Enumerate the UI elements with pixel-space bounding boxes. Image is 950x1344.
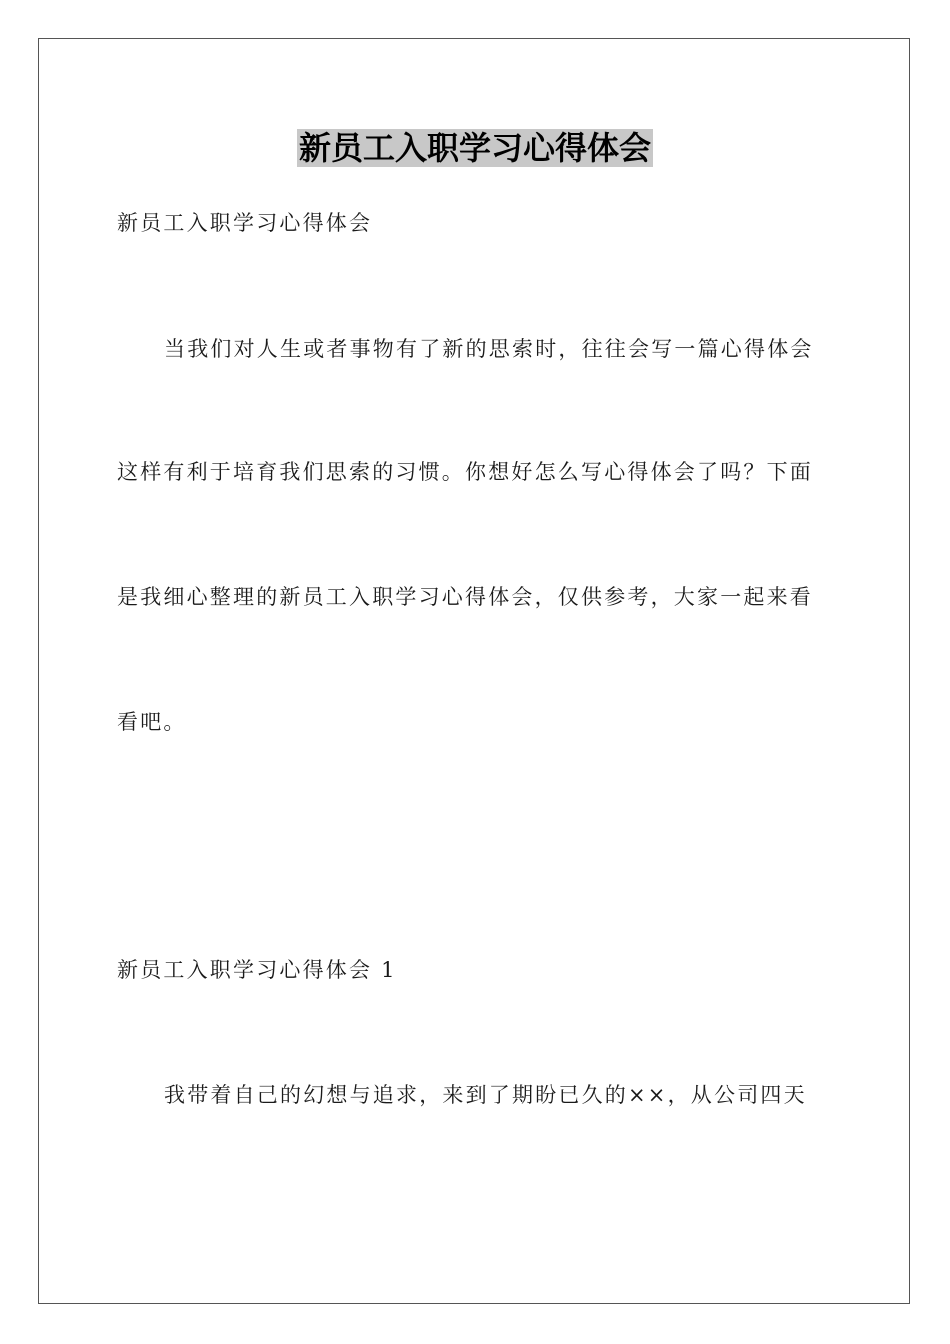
document-subtitle: 新员工入职学习心得体会 [117,211,373,235]
intro-line-3: 是我细心整理的新员工入职学习心得体会，仅供参考，大家一起来看 [117,585,813,609]
section-heading: 新员工入职学习心得体会 1 [117,958,397,982]
document-title-text: 新员工入职学习心得体会 [298,129,651,167]
section-line-1: 我带着自己的幻想与追求，来到了期盼已久的××，从公司四天 [164,1083,807,1107]
intro-line-4: 看吧。 [117,710,187,734]
intro-line-2: 这样有利于培育我们思索的习惯。你想好怎么写心得体会了吗？下面 [117,460,813,484]
intro-line-1: 当我们对人生或者事物有了新的思索时，往往会写一篇心得体会 [164,337,814,361]
document-title [0,128,950,168]
